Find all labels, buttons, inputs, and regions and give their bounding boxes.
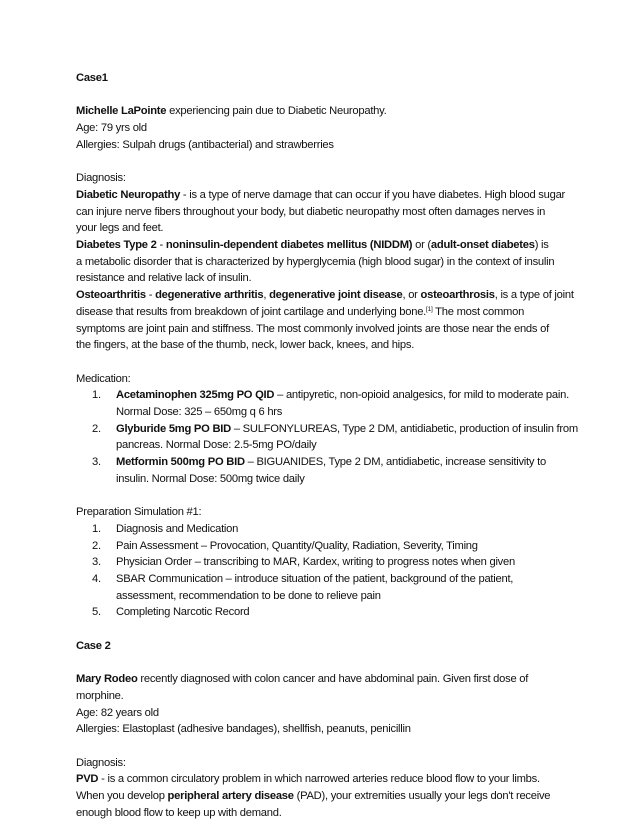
prep-item: 3. Physician Order – transcribing to MAR, Kardex, writing to progress notes when given (92, 556, 515, 569)
case1-allergies: Allergies: Sulpah drugs (antibacterial) and strawberries (76, 138, 334, 151)
footnote-reference[interactable]: [1] (426, 305, 433, 313)
case2-title: Case 2 (76, 639, 111, 652)
case1-medication-heading: Medication: (76, 372, 131, 385)
case2-patient: Mary Rodeo recently diagnosed with colon cancer and have abdominal pain. Given first dose of (76, 673, 529, 686)
patient-name: Mary Rodeo (76, 673, 138, 686)
case1-title: Case1 (76, 72, 108, 84)
case1-age: Age: 79 yrs old (76, 122, 147, 135)
diagnosis-osteoarthritis: Osteoarthritis - degenerative arthritis, degenerative joint disease, or osteoarthrosis, is a type of joint disease that results from breakdown of joint cartilage and underlying bone.[1] The most common symptoms are joint pain and stiffness. The most commonly involved joints are those near the ends of the fingers, at the base of the thumb, neck, lower back, knees, and hips. (76, 289, 574, 352)
medication-item: 2. Glyburide 5mg PO BID – SULFONYLUREAS, Type 2 DM, antidiabetic, production of insulin from pancreas. Normal Dose: 2.5-5mg PO/daily (92, 422, 578, 452)
patient-name: Michelle LaPointe (76, 105, 167, 118)
case1-diagnosis-heading: Diagnosis: (76, 172, 126, 185)
medication-list (76, 387, 578, 487)
case2-patient-cont: morphine. (76, 689, 124, 702)
diagnosis-diabetes-type-2: Diabetes Type 2 - noninsulin-dependent diabetes mellitus (NIDDM) or (adult-onset diabetes) is a metabolic disorder that is characterized by hyperglycemia (high blood sugar) in the context of insulin resistance and relative lack of insulin. (76, 239, 555, 285)
prep-item: 5. Completing Narcotic Record (92, 606, 250, 619)
prep-item: 4. SBAR Communication – introduce situation of the patient, background of the patient, assessment, recommendation to be done to relieve pain (92, 573, 514, 602)
case1-patient: Michelle LaPointe experiencing pain due to Diabetic Neuropathy. (76, 105, 387, 118)
case2-age: Age: 82 years old (76, 706, 159, 719)
medication-item: 3. Metformin 500mg PO BID – BIGUANIDES, Type 2 DM, antidiabetic, increase sensitivity to insulin. Normal Dose: 500mg twice daily (92, 456, 546, 485)
prep-simulation-heading: Preparation Simulation #1: (76, 506, 202, 519)
prep-simulation-list (76, 521, 578, 621)
case2-allergies: Allergies: Elastoplast (adhesive bandages), shellfish, peanuts, penicillin (76, 723, 411, 736)
diagnosis-diabetic-neuropathy: Diabetic Neuropathy - is a type of nerve damage that can occur if you have diabetes. High blood sugar can injure nerve fibers throughout your body, but diabetic neuropathy most often damages nerves in your legs and feet. (76, 188, 566, 235)
case2-diagnosis-heading: Diagnosis: (76, 756, 126, 769)
medication-item: 1. Acetaminophen 325mg PO QID – antipyretic, non-opioid analgesics, for mild to moderate pain. Normal Dose: 325 – 650mg q 6 hrs (92, 389, 569, 419)
prep-item: 2. Pain Assessment – Provocation, Quantity/Quality, Radiation, Severity, Timing (92, 539, 478, 552)
diagnosis-pvd: PVD - is a common circulatory problem in which narrowed arteries reduce blood flow to your limbs. When you develop peripheral artery disease (PAD), your extremities usually your legs don't receive enough blood flow to keep up with demand. (76, 773, 551, 819)
prep-item: 1. Diagnosis and Medication (92, 522, 239, 535)
